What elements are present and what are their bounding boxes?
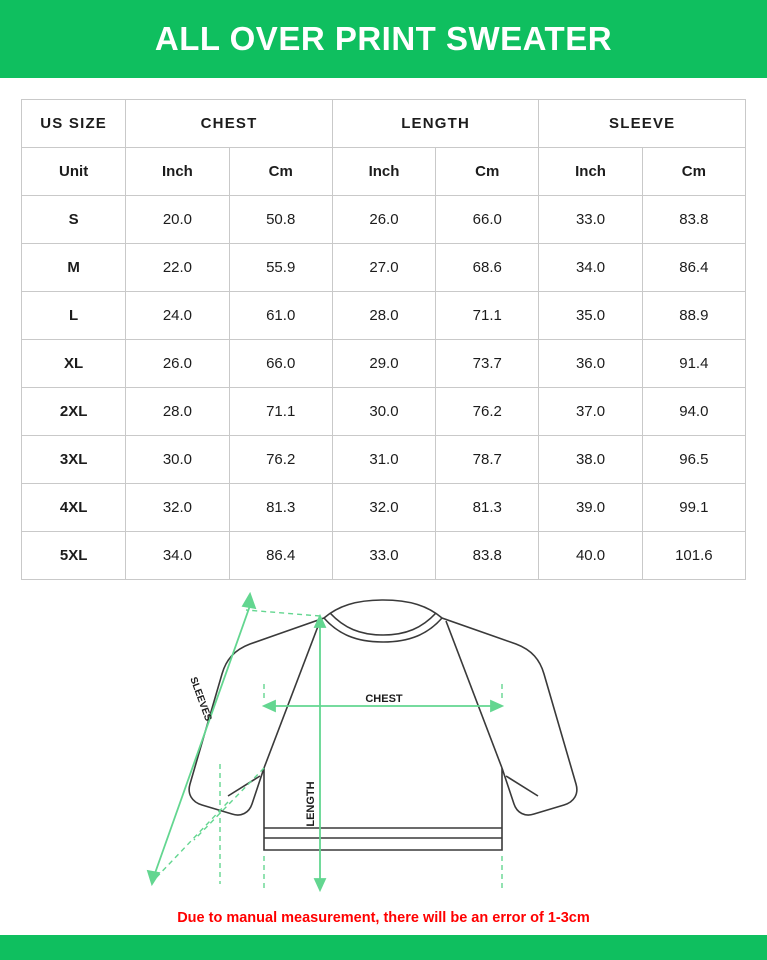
cell-size: 3XL — [22, 436, 126, 484]
cell-length-cm: 66.0 — [436, 196, 539, 244]
cell-length-inch: 29.0 — [332, 340, 435, 388]
measurement-diagram — [0, 588, 767, 908]
measurement-guides — [154, 610, 502, 890]
table-row — [22, 340, 746, 388]
arrow-length — [315, 616, 325, 890]
cell-size: 2XL — [22, 388, 126, 436]
cell-chest-cm: 86.4 — [229, 532, 332, 580]
cell-length-cm: 68.6 — [436, 244, 539, 292]
table-row — [22, 436, 746, 484]
cell-length-cm: 76.2 — [436, 388, 539, 436]
cell-sleeve-inch: 33.0 — [539, 196, 642, 244]
table-row — [22, 196, 746, 244]
unit-chest-inch: Inch — [126, 148, 229, 196]
group-header-length: LENGTH — [332, 100, 539, 148]
cell-chest-inch: 26.0 — [126, 340, 229, 388]
cell-length-cm: 83.8 — [436, 532, 539, 580]
cell-length-inch: 31.0 — [332, 436, 435, 484]
cell-size: 4XL — [22, 484, 126, 532]
cell-length-inch: 30.0 — [332, 388, 435, 436]
unit-sleeve-inch: Inch — [539, 148, 642, 196]
cell-chest-inch: 34.0 — [126, 532, 229, 580]
cell-length-cm: 73.7 — [436, 340, 539, 388]
sweater-outline — [186, 600, 577, 850]
unit-label: Unit — [22, 148, 126, 196]
cell-length-inch: 27.0 — [332, 244, 435, 292]
cell-sleeve-inch: 39.0 — [539, 484, 642, 532]
table-row — [22, 388, 746, 436]
cell-sleeve-cm: 96.5 — [642, 436, 745, 484]
unit-length-cm: Cm — [436, 148, 539, 196]
arrow-sleeves — [148, 594, 255, 884]
cell-size: L — [22, 292, 126, 340]
cell-chest-cm: 50.8 — [229, 196, 332, 244]
cell-sleeve-cm: 83.8 — [642, 196, 745, 244]
cell-sleeve-cm: 91.4 — [642, 340, 745, 388]
table-row — [22, 292, 746, 340]
table-unit-row — [22, 148, 746, 196]
cell-sleeve-cm: 88.9 — [642, 292, 745, 340]
measurement-disclaimer: Due to manual measurement, there will be an error of 1-3cm — [177, 910, 590, 926]
bottom-accent-bar — [0, 935, 767, 960]
cell-sleeve-inch: 36.0 — [539, 340, 642, 388]
group-header-us-size: US SIZE — [22, 100, 126, 148]
cell-chest-inch: 28.0 — [126, 388, 229, 436]
cell-chest-inch: 32.0 — [126, 484, 229, 532]
cell-length-cm: 71.1 — [436, 292, 539, 340]
cell-length-inch: 26.0 — [332, 196, 435, 244]
unit-chest-cm: Cm — [229, 148, 332, 196]
cell-chest-cm: 66.0 — [229, 340, 332, 388]
cell-chest-cm: 55.9 — [229, 244, 332, 292]
header-banner — [0, 0, 767, 78]
cell-length-cm: 78.7 — [436, 436, 539, 484]
label-chest: CHEST — [364, 693, 403, 705]
cell-size: 5XL — [22, 532, 126, 580]
cell-length-cm: 81.3 — [436, 484, 539, 532]
cell-chest-inch: 20.0 — [126, 196, 229, 244]
cell-chest-cm: 81.3 — [229, 484, 332, 532]
unit-sleeve-cm: Cm — [642, 148, 745, 196]
table-row — [22, 532, 746, 580]
size-table-container — [0, 78, 767, 580]
cell-length-inch: 32.0 — [332, 484, 435, 532]
cell-sleeve-inch: 40.0 — [539, 532, 642, 580]
label-sleeves: SLEEVES — [186, 675, 213, 723]
size-table — [21, 99, 746, 580]
cell-sleeve-inch: 38.0 — [539, 436, 642, 484]
cell-size: S — [22, 196, 126, 244]
table-row — [22, 244, 746, 292]
unit-length-inch: Inch — [332, 148, 435, 196]
cell-length-inch: 33.0 — [332, 532, 435, 580]
cell-size: XL — [22, 340, 126, 388]
table-row — [22, 484, 746, 532]
cell-chest-inch: 22.0 — [126, 244, 229, 292]
group-header-sleeve: SLEEVE — [539, 100, 746, 148]
cell-sleeve-cm: 86.4 — [642, 244, 745, 292]
cell-sleeve-cm: 101.6 — [642, 532, 745, 580]
sweater-diagram-svg — [124, 588, 644, 908]
cell-sleeve-inch: 37.0 — [539, 388, 642, 436]
label-length: LENGTH — [304, 781, 317, 827]
cell-chest-cm: 76.2 — [229, 436, 332, 484]
group-header-chest: CHEST — [126, 100, 333, 148]
cell-chest-cm: 61.0 — [229, 292, 332, 340]
cell-sleeve-cm: 94.0 — [642, 388, 745, 436]
page-title: ALL OVER PRINT SWEATER — [154, 20, 613, 57]
cell-sleeve-inch: 35.0 — [539, 292, 642, 340]
cell-sleeve-cm: 99.1 — [642, 484, 745, 532]
cell-chest-inch: 30.0 — [126, 436, 229, 484]
cell-chest-inch: 24.0 — [126, 292, 229, 340]
table-group-header-row — [22, 100, 746, 148]
cell-sleeve-inch: 34.0 — [539, 244, 642, 292]
cell-length-inch: 28.0 — [332, 292, 435, 340]
cell-chest-cm: 71.1 — [229, 388, 332, 436]
cell-size: M — [22, 244, 126, 292]
